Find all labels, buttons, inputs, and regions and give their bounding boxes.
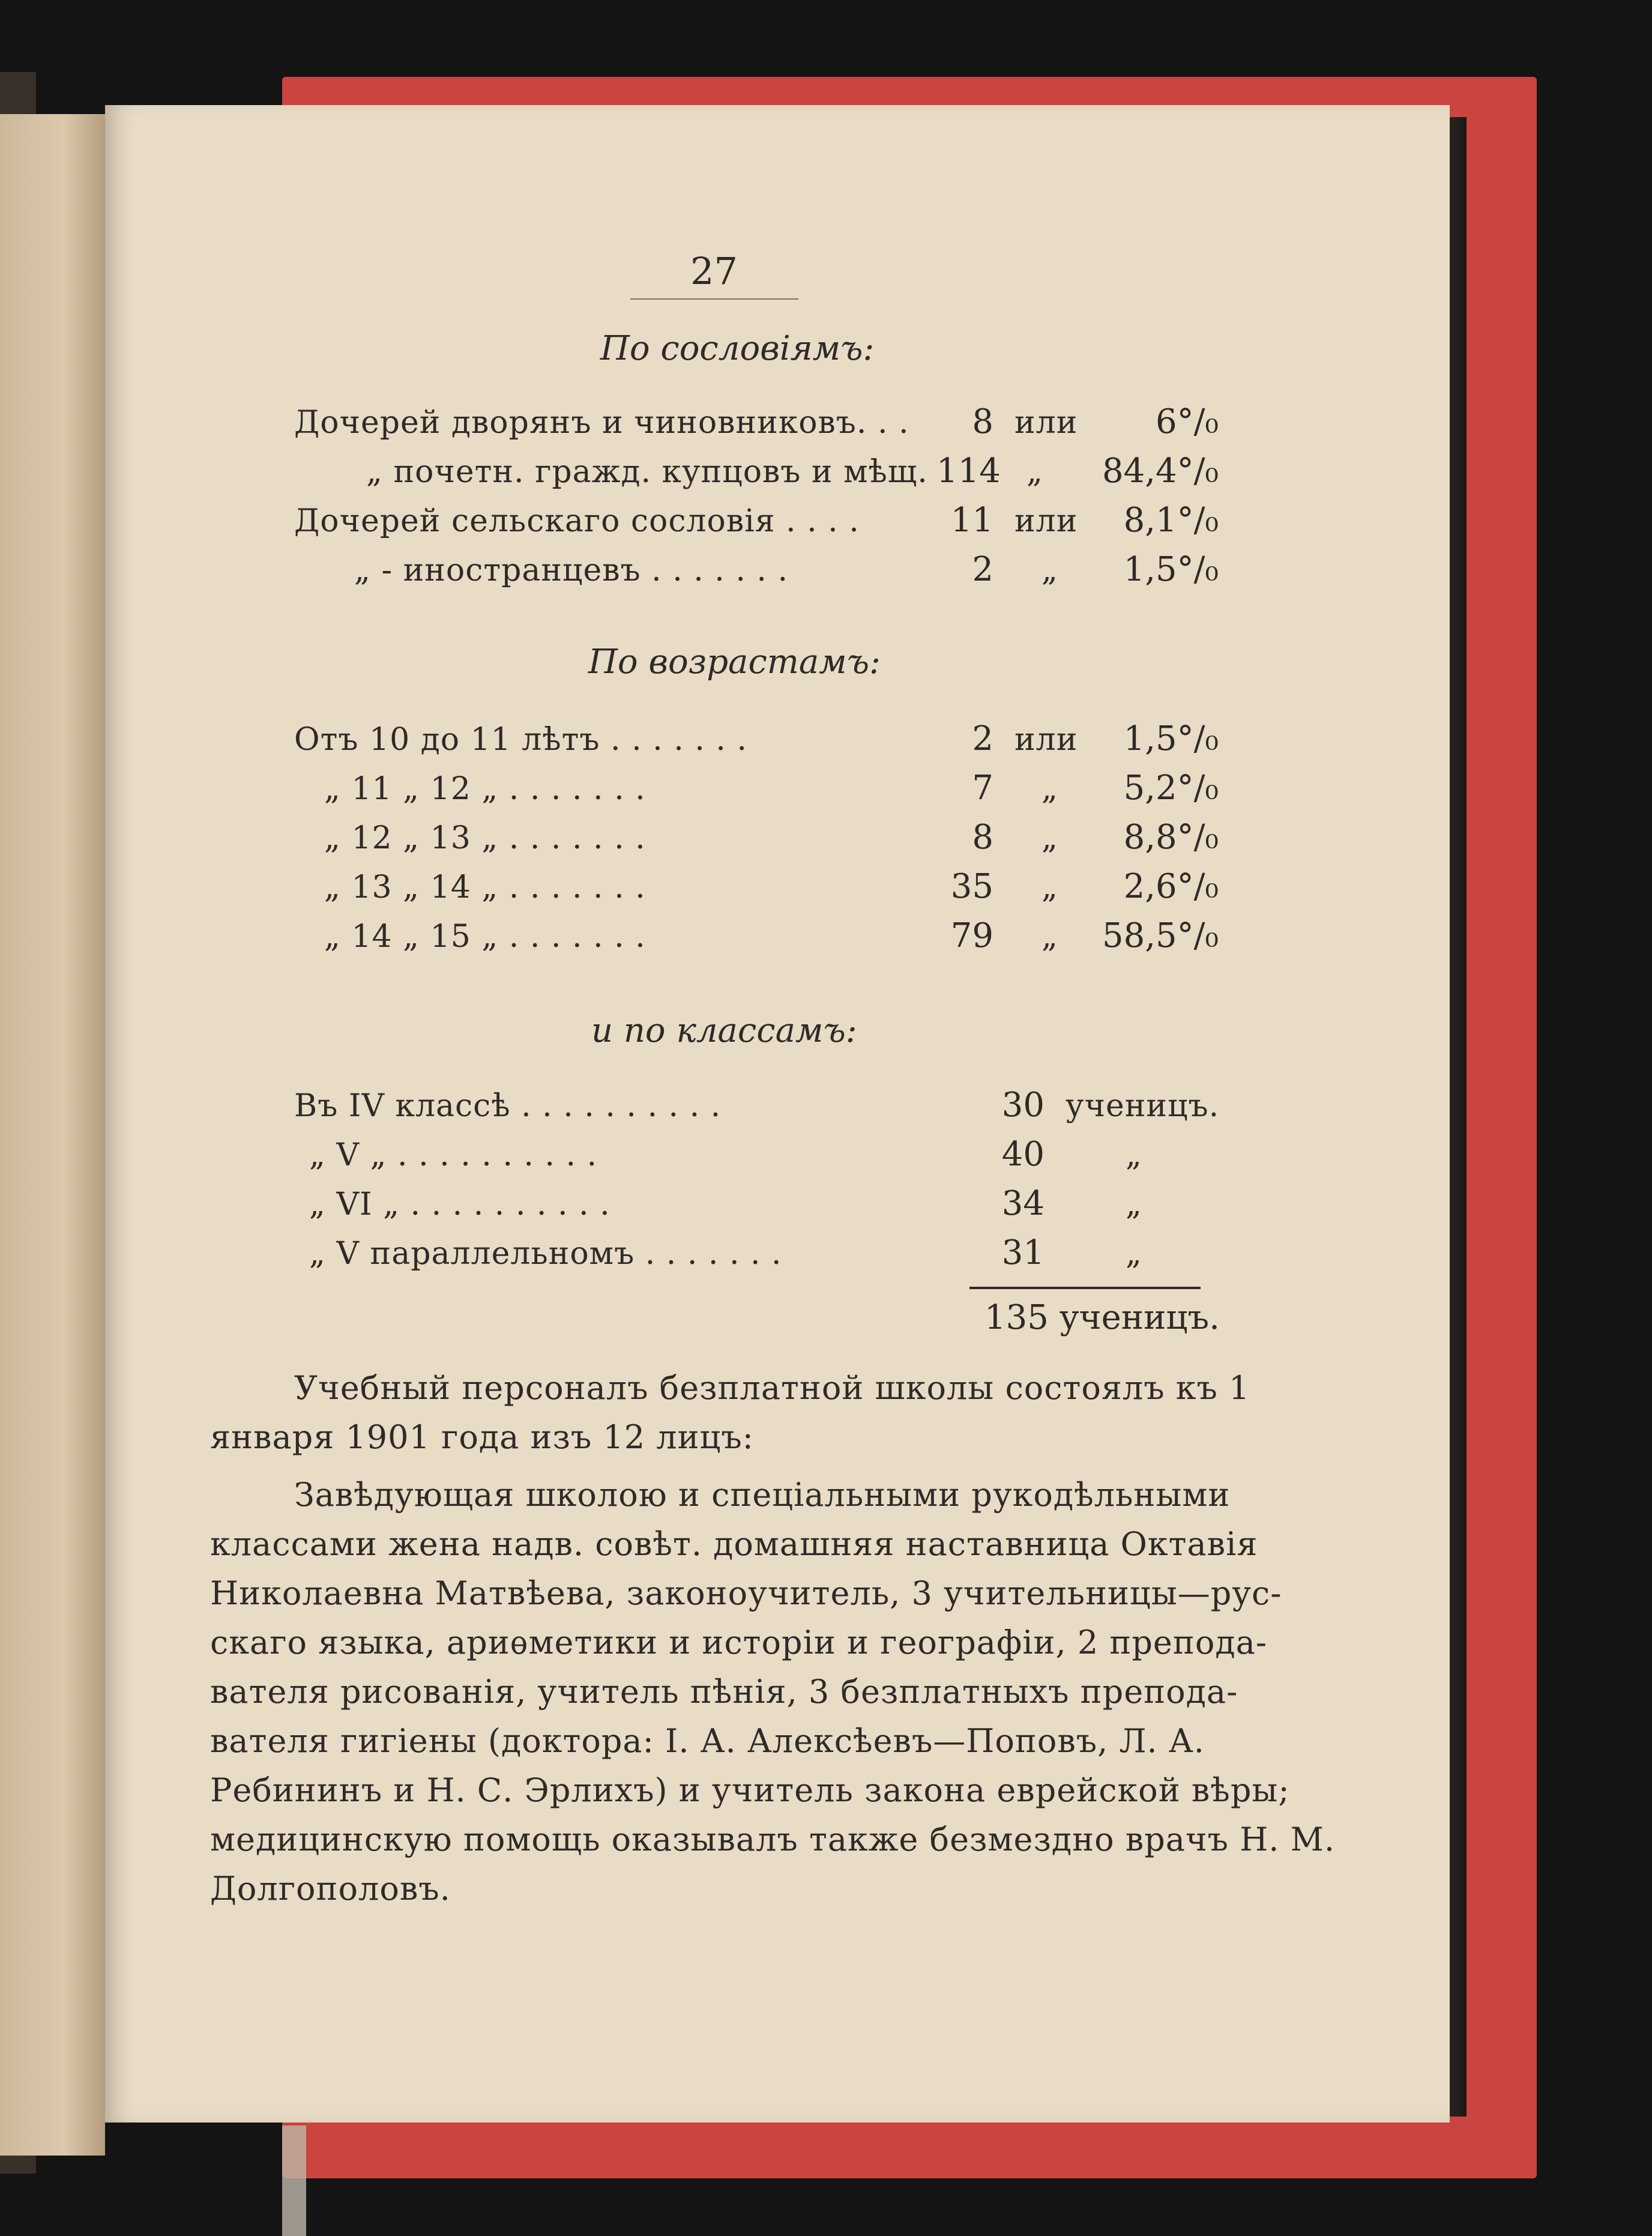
class-row-label: „ VI „ . . . . . . . . . . <box>309 1186 610 1222</box>
age-row-conj: „ <box>1042 820 1058 856</box>
age-row-pct: 1,5°/₀ <box>1123 719 1219 758</box>
estate-row-pct: 1,5°/₀ <box>1123 550 1219 589</box>
class-row-count: 30 <box>1001 1086 1045 1125</box>
class-row-label: „ V „ . . . . . . . . . . <box>309 1137 598 1173</box>
estate-row-conj: „ <box>1026 454 1043 490</box>
section-heading-estates: По сословіямъ: <box>600 329 875 368</box>
total-rule <box>969 1287 1201 1289</box>
age-row-conj: или <box>1014 722 1078 758</box>
age-row-pct: 2,6°/₀ <box>1123 867 1219 906</box>
paragraph-line: вателя гигіены (доктора: І. А. Алексѣевъ—Поповъ, Л. А. <box>210 1722 1205 1760</box>
paragraph-line: Долгополовъ. <box>210 1870 451 1908</box>
age-row-conj: „ <box>1042 771 1058 807</box>
age-row-count: 79 <box>950 916 993 955</box>
paragraph-line: Ребининъ и Н. С. Эрлихъ) и учитель закона еврейской вѣры; <box>210 1771 1290 1809</box>
age-row-count: 35 <box>950 867 993 906</box>
age-row-conj: „ <box>1042 869 1058 905</box>
paragraph-line: медицинскую помощь оказывалъ также безмездно врачъ Н. М. <box>210 1821 1336 1858</box>
class-row-count: 40 <box>1001 1135 1045 1174</box>
page-number-rule <box>630 298 798 300</box>
age-row-conj: „ <box>1042 919 1058 955</box>
estate-row-count: 114 <box>936 452 1001 491</box>
age-row-pct: 8,8°/₀ <box>1123 818 1219 857</box>
paragraph-line: января 1901 года изъ 12 лицъ: <box>210 1418 754 1456</box>
left-page-edge <box>0 114 105 2156</box>
age-row-label: „ 14 „ 15 „ . . . . . . . <box>324 919 646 955</box>
estate-row-conj: „ <box>1042 552 1058 588</box>
age-row-label: „ 12 „ 13 „ . . . . . . . <box>324 820 646 856</box>
class-row-count: 34 <box>1001 1184 1045 1223</box>
class-row-unit: „ <box>1126 1236 1142 1272</box>
paragraph-line: Завѣдующая школою и спеціальными рукодѣльными <box>294 1476 1231 1514</box>
estate-row-count: 11 <box>950 501 993 540</box>
age-row-count: 2 <box>972 719 993 758</box>
class-row-count: 31 <box>1001 1233 1045 1272</box>
age-row-count: 7 <box>972 769 993 808</box>
age-row-pct: 5,2°/₀ <box>1123 769 1219 808</box>
class-row-label: „ V параллельномъ . . . . . . . <box>309 1236 782 1272</box>
estate-row-label: „ - иностранцевъ . . . . . . . <box>354 552 789 588</box>
age-row-pct: 58,5°/₀ <box>1102 916 1219 955</box>
section-heading-classes: и по классамъ: <box>591 1011 857 1050</box>
class-total: 135 ученицъ. <box>984 1298 1220 1337</box>
class-row-unit: „ <box>1126 1137 1142 1173</box>
page-edge-shadow <box>1450 117 1467 2117</box>
class-row-unit: „ <box>1126 1186 1142 1222</box>
class-row-label: Въ IV классѣ . . . . . . . . . . <box>294 1088 722 1124</box>
estate-row-pct: 6°/₀ <box>1156 402 1219 441</box>
estate-row-pct: 84,4°/₀ <box>1102 452 1219 491</box>
bookmark-ribbon <box>282 2126 306 2236</box>
estate-row-label: Дочерей дворянъ и чиновниковъ. . . <box>294 405 909 441</box>
age-row-label: Отъ 10 до 11 лѣтъ . . . . . . . <box>294 722 747 758</box>
estate-row-conj: или <box>1014 503 1078 539</box>
paragraph-line: Николаевна Матвѣева, законоучитель, 3 учительницы—рус- <box>210 1574 1282 1612</box>
estate-row-conj: или <box>1014 405 1078 441</box>
age-row-label: „ 13 „ 14 „ . . . . . . . <box>324 869 646 905</box>
paragraph-line: Учебный персоналъ безплатной школы состоялъ къ 1 <box>294 1369 1250 1407</box>
estate-row-count: 2 <box>972 550 993 589</box>
class-row-unit: ученицъ. <box>1066 1088 1220 1124</box>
estate-row-label: „ почетн. гражд. купцовъ и мѣщ. <box>366 454 928 490</box>
estate-row-label: Дочерей сельскаго сословія . . . . <box>294 503 860 539</box>
page-number: 27 <box>690 249 738 293</box>
paragraph-line: скаго языка, ариѳметики и исторіи и географіи, 2 препода- <box>210 1624 1268 1661</box>
paragraph-line: вателя рисованія, учитель пѣнія, 3 безплатныхъ препода- <box>210 1673 1238 1711</box>
age-row-label: „ 11 „ 12 „ . . . . . . . <box>324 771 646 807</box>
estate-row-pct: 8,1°/₀ <box>1123 501 1219 540</box>
estate-row-count: 8 <box>972 402 993 441</box>
section-heading-ages: По возрастамъ: <box>588 642 881 681</box>
paragraph-line: классами жена надв. совѣт. домашняя наставница Октавія <box>210 1525 1258 1563</box>
age-row-count: 8 <box>972 818 993 857</box>
